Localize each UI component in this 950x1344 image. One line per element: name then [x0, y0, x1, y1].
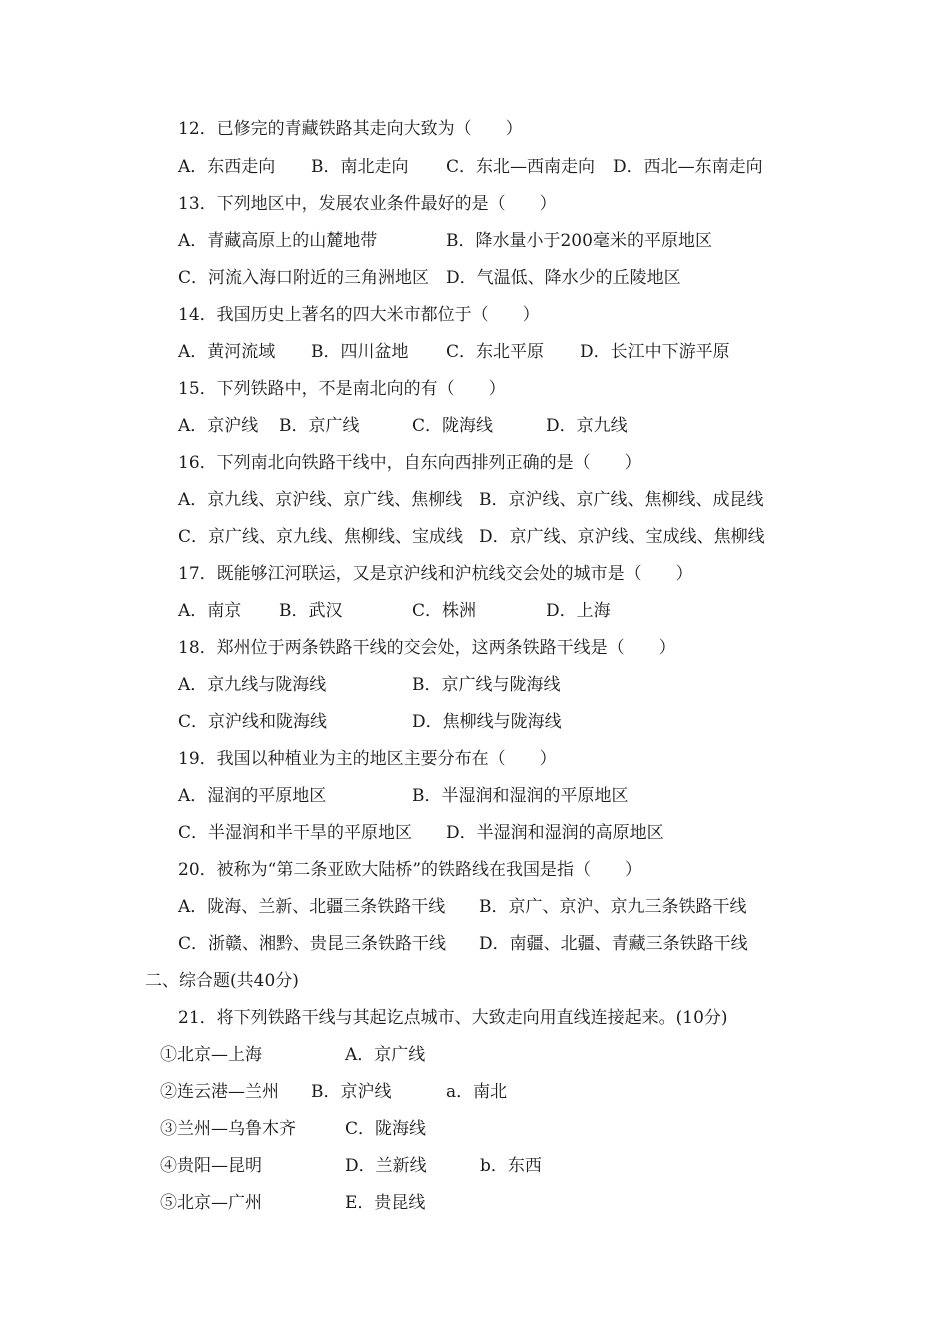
- question-20-stem: 20．被称为“第二条亚欧大陆桥”的铁路线在我国是指（ ）: [178, 860, 643, 880]
- city-pair: ⑤北京—广州: [160, 1193, 262, 1213]
- question-21-stem: 21．将下列铁路干线与其起讫点城市、大致走向用直线连接起来。(10分): [178, 1008, 728, 1028]
- railway-line: E．贵昆线: [345, 1193, 426, 1213]
- option-a: A．黄河流域: [178, 342, 276, 362]
- question-12-stem: 12．已修完的青藏铁路其走向大致为（ ）: [178, 119, 523, 139]
- option-b: B．武汉: [279, 601, 343, 621]
- option-c: C．河流入海口附近的三角洲地区: [178, 268, 430, 288]
- option-a: A．京九线与陇海线: [178, 675, 327, 695]
- option-d: D．南疆、北疆、青藏三条铁路干线: [479, 934, 748, 954]
- railway-line: B．京沪线: [311, 1082, 392, 1102]
- city-pair: ①北京—上海: [160, 1045, 262, 1065]
- option-b: B．南北走向: [311, 157, 409, 177]
- city-pair: ②连云港—兰州: [160, 1082, 279, 1102]
- question-19-stem: 19．我国以种植业为主的地区主要分布在（ ）: [178, 749, 557, 769]
- option-b: B．京广、京沪、京九三条铁路干线: [479, 897, 747, 917]
- option-a: A．南京: [178, 601, 242, 621]
- option-b: B．京广线: [279, 416, 360, 436]
- option-c: C．东北—西南走向: [446, 157, 596, 177]
- option-c: C．京广线、京九线、焦柳线、宝成线: [178, 527, 464, 547]
- option-a: A．东西走向: [178, 157, 276, 177]
- option-d: D．半湿润和湿润的高原地区: [446, 823, 664, 843]
- option-c: C．半湿润和半干旱的平原地区: [178, 823, 413, 843]
- option-c: C．浙赣、湘黔、贵昆三条铁路干线: [178, 934, 447, 954]
- option-d: D．长江中下游平原: [580, 342, 730, 362]
- question-17-stem: 17．既能够江河联运，又是京沪线和沪杭线交会处的城市是（ ）: [178, 564, 693, 584]
- question-15-stem: 15．下列铁路中，不是南北向的有（ ）: [178, 379, 506, 399]
- railway-line: C．陇海线: [345, 1119, 427, 1139]
- direction: a．南北: [446, 1082, 508, 1102]
- option-d: D．西北—东南走向: [613, 157, 763, 177]
- question-13-stem: 13．下列地区中，发展农业条件最好的是（ ）: [178, 194, 557, 214]
- question-18-stem: 18．郑州位于两条铁路干线的交会处，这两条铁路干线是（ ）: [178, 638, 676, 658]
- direction: b．东西: [480, 1156, 542, 1176]
- option-b: B．京广线与陇海线: [412, 675, 561, 695]
- option-a: A．陇海、兰新、北疆三条铁路干线: [178, 897, 446, 917]
- option-a: A．京九线、京沪线、京广线、焦柳线: [178, 490, 463, 510]
- option-c: C．陇海线: [412, 416, 494, 436]
- section-heading: 二、综合题(共40分): [145, 971, 299, 991]
- option-d: D．上海: [546, 601, 611, 621]
- option-a: A．青藏高原上的山麓地带: [178, 231, 378, 251]
- question-14-stem: 14．我国历史上著名的四大米市都位于（ ）: [178, 305, 540, 325]
- railway-line: A．京广线: [345, 1045, 426, 1065]
- option-d: D．气温低、降水少的丘陵地区: [446, 268, 681, 288]
- option-b: B．半湿润和湿润的平原地区: [412, 786, 629, 806]
- option-d: D．焦柳线与陇海线: [412, 712, 562, 732]
- option-d: D．京广线、京沪线、宝成线、焦柳线: [479, 527, 765, 547]
- option-c: C．株洲: [412, 601, 477, 621]
- option-b: B．四川盆地: [311, 342, 409, 362]
- option-a: A．京沪线: [178, 416, 259, 436]
- railway-line: D．兰新线: [345, 1156, 427, 1176]
- option-c: C．京沪线和陇海线: [178, 712, 328, 732]
- option-c: C．东北平原: [446, 342, 545, 362]
- city-pair: ③兰州—乌鲁木齐: [160, 1119, 296, 1139]
- question-16-stem: 16．下列南北向铁路干线中，自东向西排列正确的是（ ）: [178, 453, 642, 473]
- city-pair: ④贵阳—昆明: [160, 1156, 262, 1176]
- option-b: B．降水量小于200毫米的平原地区: [446, 231, 712, 251]
- option-d: D．京九线: [546, 416, 628, 436]
- option-b: B．京沪线、京广线、焦柳线、成昆线: [479, 490, 764, 510]
- option-a: A．湿润的平原地区: [178, 786, 327, 806]
